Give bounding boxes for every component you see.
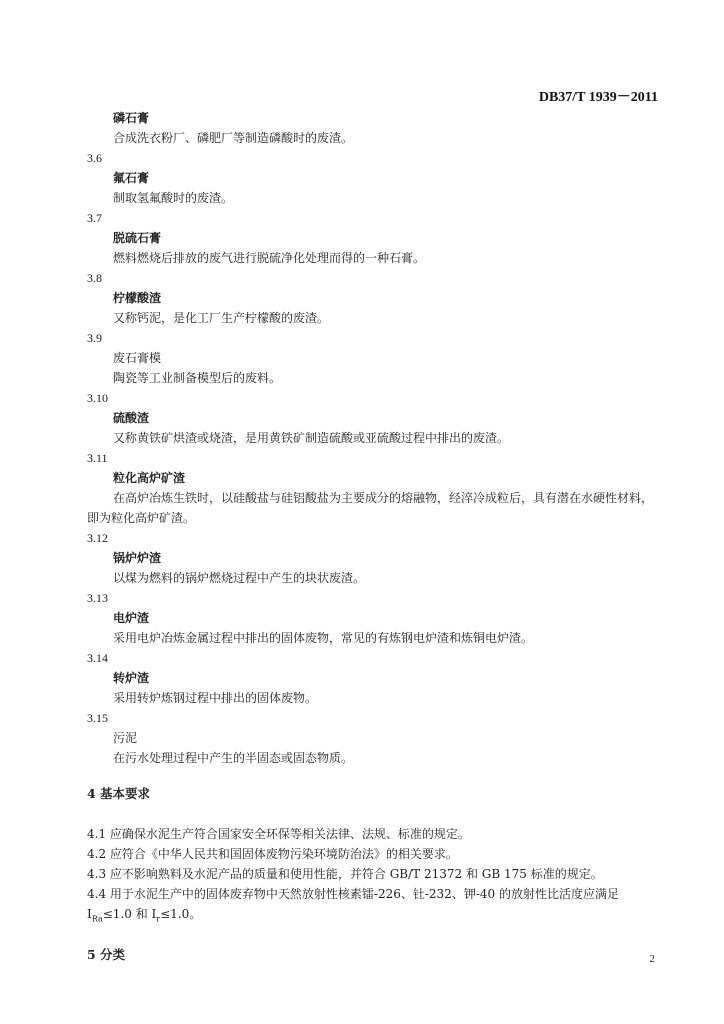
term-definition: 合成洗衣粉厂、磷肥厂等制造磷酸时的废渣。 — [113, 131, 354, 145]
term-name: 电炉渣 — [113, 611, 150, 625]
standard-code: DB37/T 1939－2011 — [538, 90, 658, 105]
requirement-text: ≤1.0。 — [160, 907, 202, 921]
term-definition: 在污水处理过程中产生的半固态或固态物质。 — [113, 751, 354, 765]
clause-number: 3.13 — [87, 591, 108, 605]
term-name: 锅炉炉渣 — [113, 551, 162, 565]
term-definition: 燃料燃烧后排放的废气进行脱硫净化处理而得的一种石膏。 — [113, 251, 426, 265]
term-name: 磷石膏 — [113, 111, 150, 125]
clause-number: 3.11 — [87, 451, 108, 465]
clause-number: 3.14 — [87, 651, 108, 665]
term-name: 转炉渣 — [113, 671, 150, 685]
term-name: 硫酸渣 — [113, 411, 150, 425]
clause-number: 3.10 — [87, 391, 108, 405]
term-definition: 以煤为燃料的锅炉燃烧过程中产生的块状废渣。 — [113, 571, 366, 585]
term-definition: 采用电炉冶炼金属过程中排出的固体废物，常见的有炼钢电炉渣和炼铜电炉渣。 — [113, 631, 534, 645]
term-definition: 又称钙泥，是化工厂生产柠檬酸的废渣。 — [113, 311, 330, 325]
requirement-item: 4.3 应不影响熟料及水泥产品的质量和使用性能，并符合 GB/T 21372 和 GB 175 标准的规定。 — [87, 867, 603, 881]
term-name: 氟石膏 — [113, 171, 150, 185]
requirement-text: ≤1.0 和 I — [102, 907, 157, 921]
page-content — [87, 108, 657, 965]
requirement-item-4-4 — [87, 884, 657, 929]
term-name: 脱硫石膏 — [113, 231, 162, 245]
section-heading-5: 5 分类 — [87, 947, 126, 963]
term-definition: 采用转炉炼钢过程中排出的固体废物。 — [113, 691, 318, 705]
subscript: r — [156, 914, 161, 924]
term-name: 柠檬酸渣 — [113, 291, 162, 305]
clause-number: 3.12 — [87, 531, 108, 545]
clause-number: 3.7 — [87, 211, 102, 225]
term-definition: 又称黄铁矿烘渣或烧渣，是用黄铁矿制造硫酸或亚硫酸过程中排出的废渣。 — [113, 431, 510, 445]
clause-number: 3.15 — [87, 711, 108, 725]
subscript: Ra — [91, 914, 103, 924]
term-name: 废石膏模 — [113, 351, 162, 365]
clause-number: 3.6 — [87, 151, 102, 165]
term-definition: 制取氢氟酸时的废渣。 — [113, 191, 234, 205]
term-name: 粒化高炉矿渣 — [113, 471, 186, 485]
clause-number: 3.9 — [87, 331, 102, 345]
term-definition: 陶瓷等工业制备模型后的废料。 — [113, 371, 282, 385]
clause-number: 3.8 — [87, 271, 102, 285]
requirement-item: 4.1 应确保水泥生产符合国家安全环保等相关法律、法规、标准的规定。 — [87, 827, 470, 841]
term-definition: 在高炉冶炼生铁时，以硅酸盐与硅铝酸盐为主要成分的熔融物，经淬冷成粒后，具有潜在水硬性材料，即为粒化高炉矿渣。 — [87, 491, 654, 525]
requirement-item: 4.2 应符合《中华人民共和国固体废物污染环境防治法》的相关要求。 — [87, 847, 458, 861]
requirement-text: 4.4 用于水泥生产中的固体废弃物中天然放射性核素镭-226、钍-232、钾-40 的放射性比活度应满足 I — [87, 887, 619, 921]
section-heading-4: 4 基本要求 — [87, 786, 151, 801]
page-number: 2 — [649, 953, 655, 965]
term-name: 污泥 — [113, 731, 138, 745]
